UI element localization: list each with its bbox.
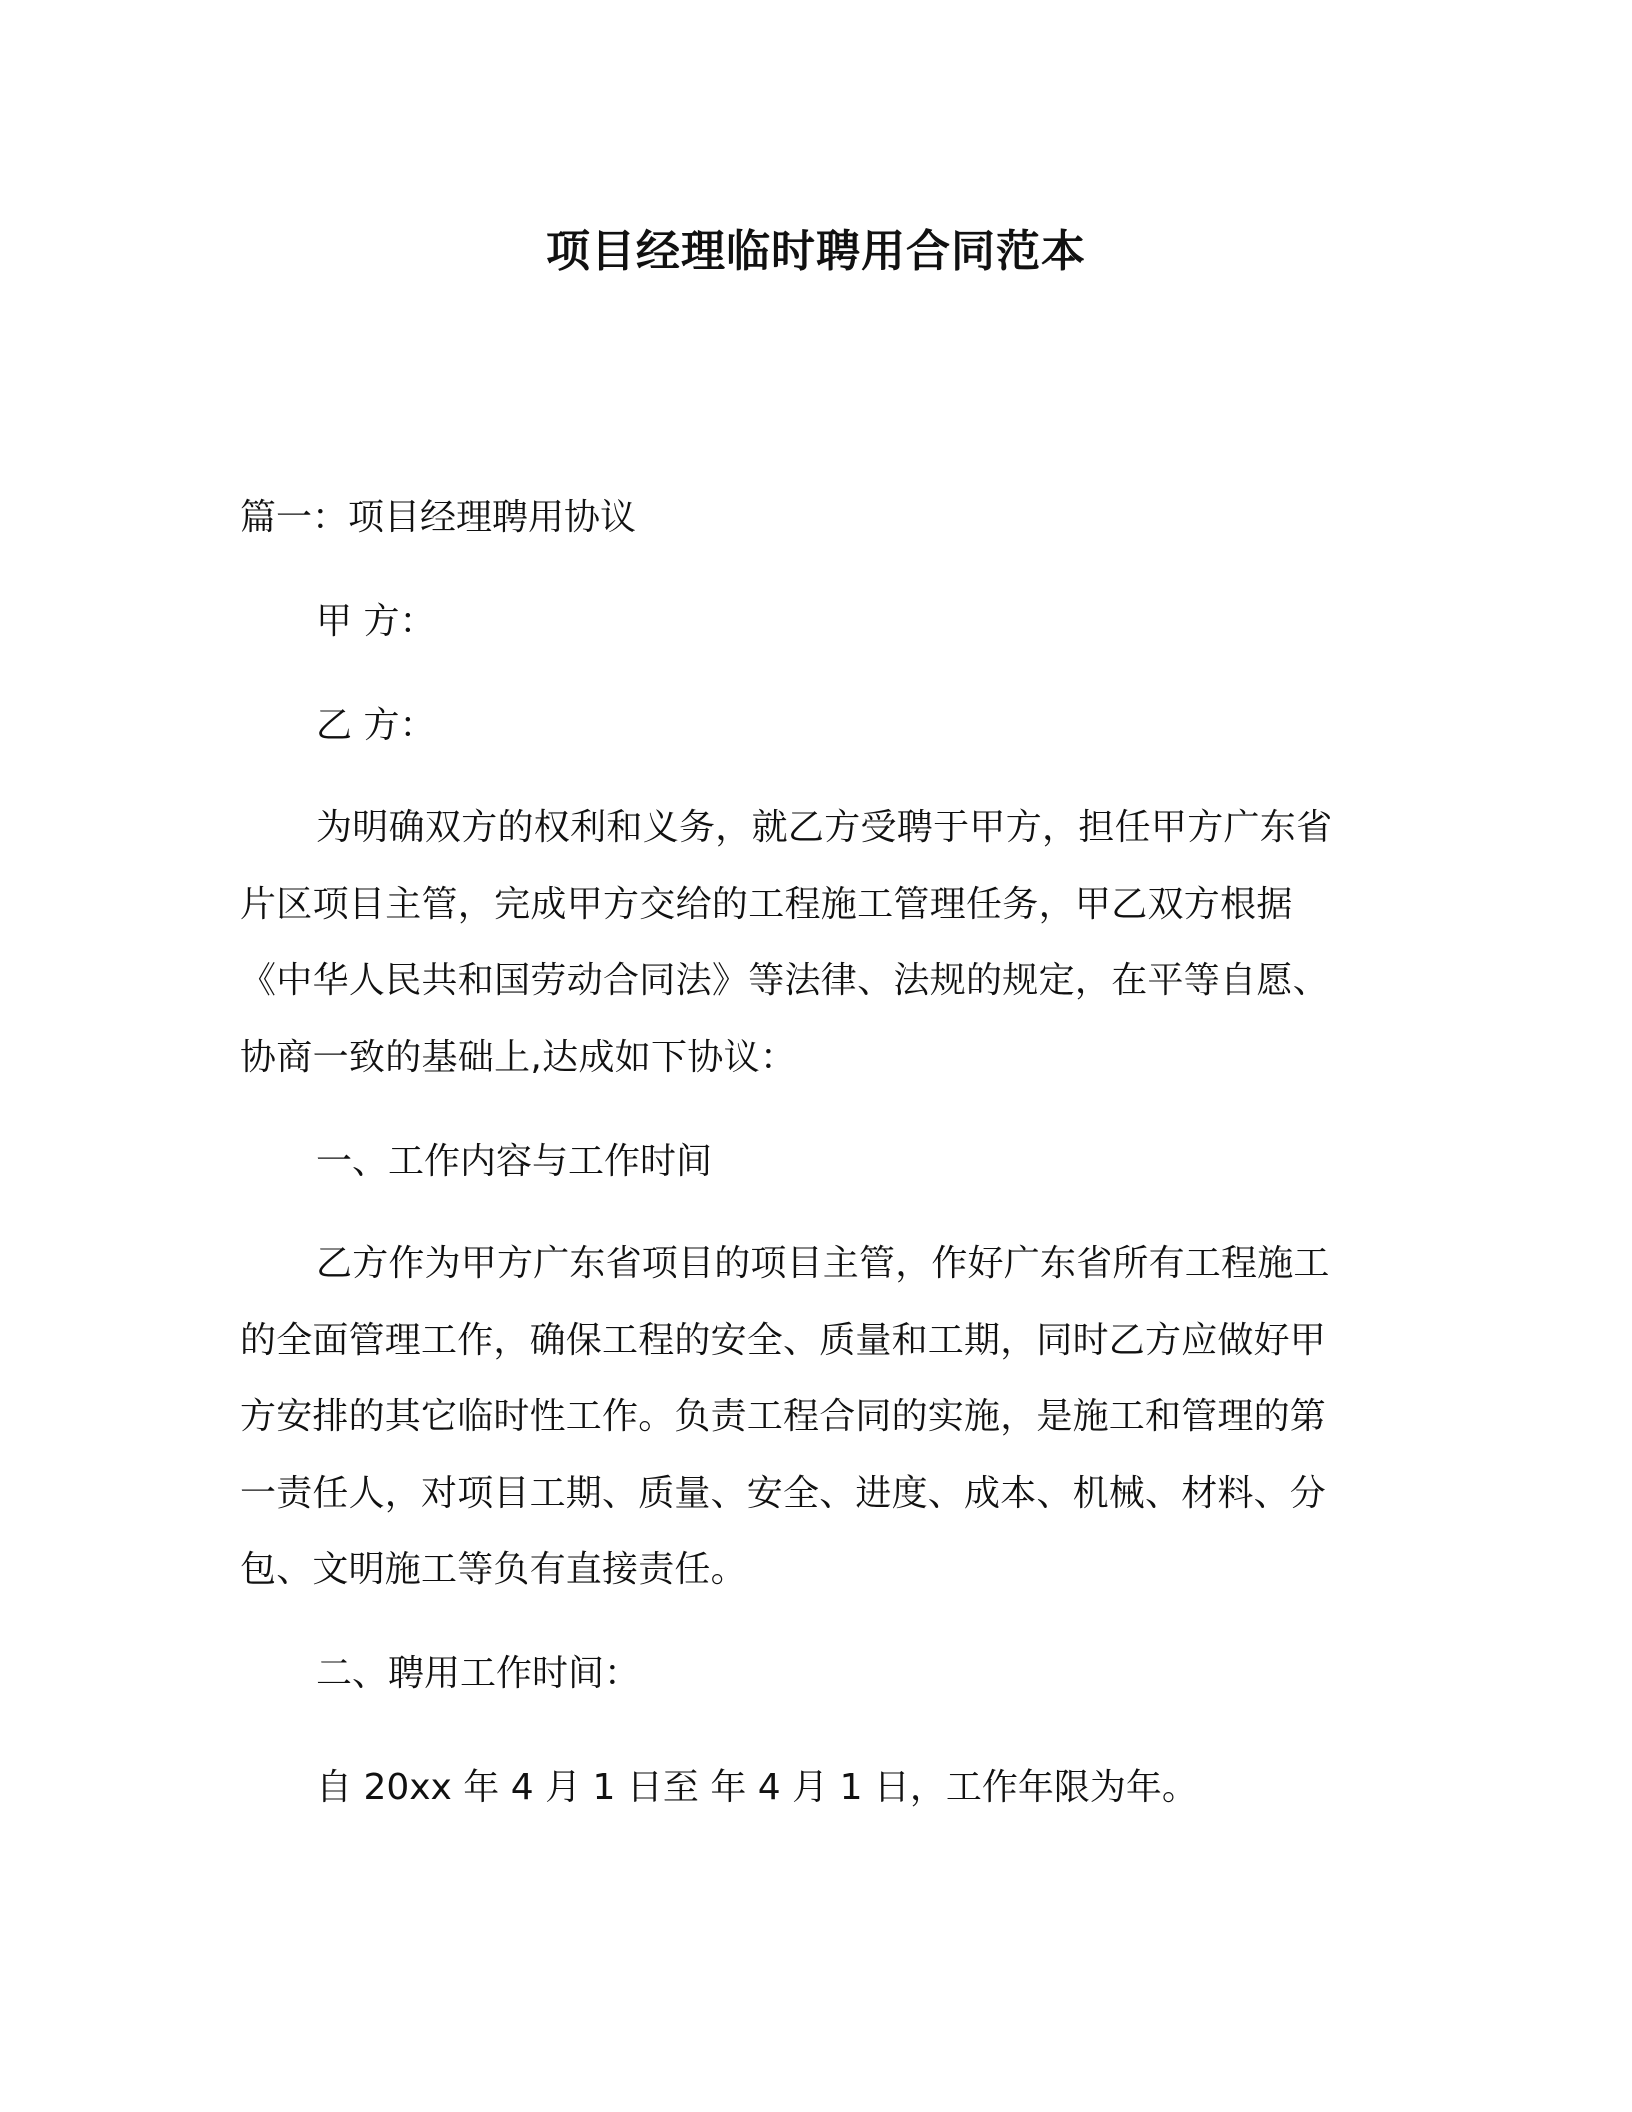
- clause-2-text: 自 20xx 年 4 月 1 日至 年 4 月 1 日，工作年限为年。: [316, 1767, 1198, 1808]
- clause-2-heading: 二、聘用工作时间：: [316, 1653, 641, 1694]
- section-heading: 篇一：项目经理聘用协议: [240, 497, 637, 538]
- clause-1-paragraph: 乙方作为甲方广东省项目的项目主管，作好广东省所有工程施工的全面管理工作，确保工程的安全、质量和工期，同时乙方应做好甲方安排的其它临时性工作。负责工程合同的实施，是施工和管理的第一责任人，对项目工期、质量、安全、进度、成本、机械、材料、分包、文明施工等负有直接责任。: [240, 1243, 1330, 1590]
- clause-1-heading: 一、工作内容与工作时间: [316, 1141, 713, 1182]
- party-b-label: 乙 方：: [316, 705, 436, 746]
- party-a-label: 甲 方：: [316, 601, 436, 642]
- intro-paragraph: 为明确双方的权利和义务，就乙方受聘于甲方，担任甲方广东省片区项目主管，完成甲方交给的工程施工管理任务，甲乙双方根据《中华人民共和国劳动合同法》等法律、法规的规定，在平等自愿、协商一致的基础上,达成如下协议：: [240, 807, 1333, 1078]
- document-title: 项目经理临时聘用合同范本: [546, 226, 1086, 277]
